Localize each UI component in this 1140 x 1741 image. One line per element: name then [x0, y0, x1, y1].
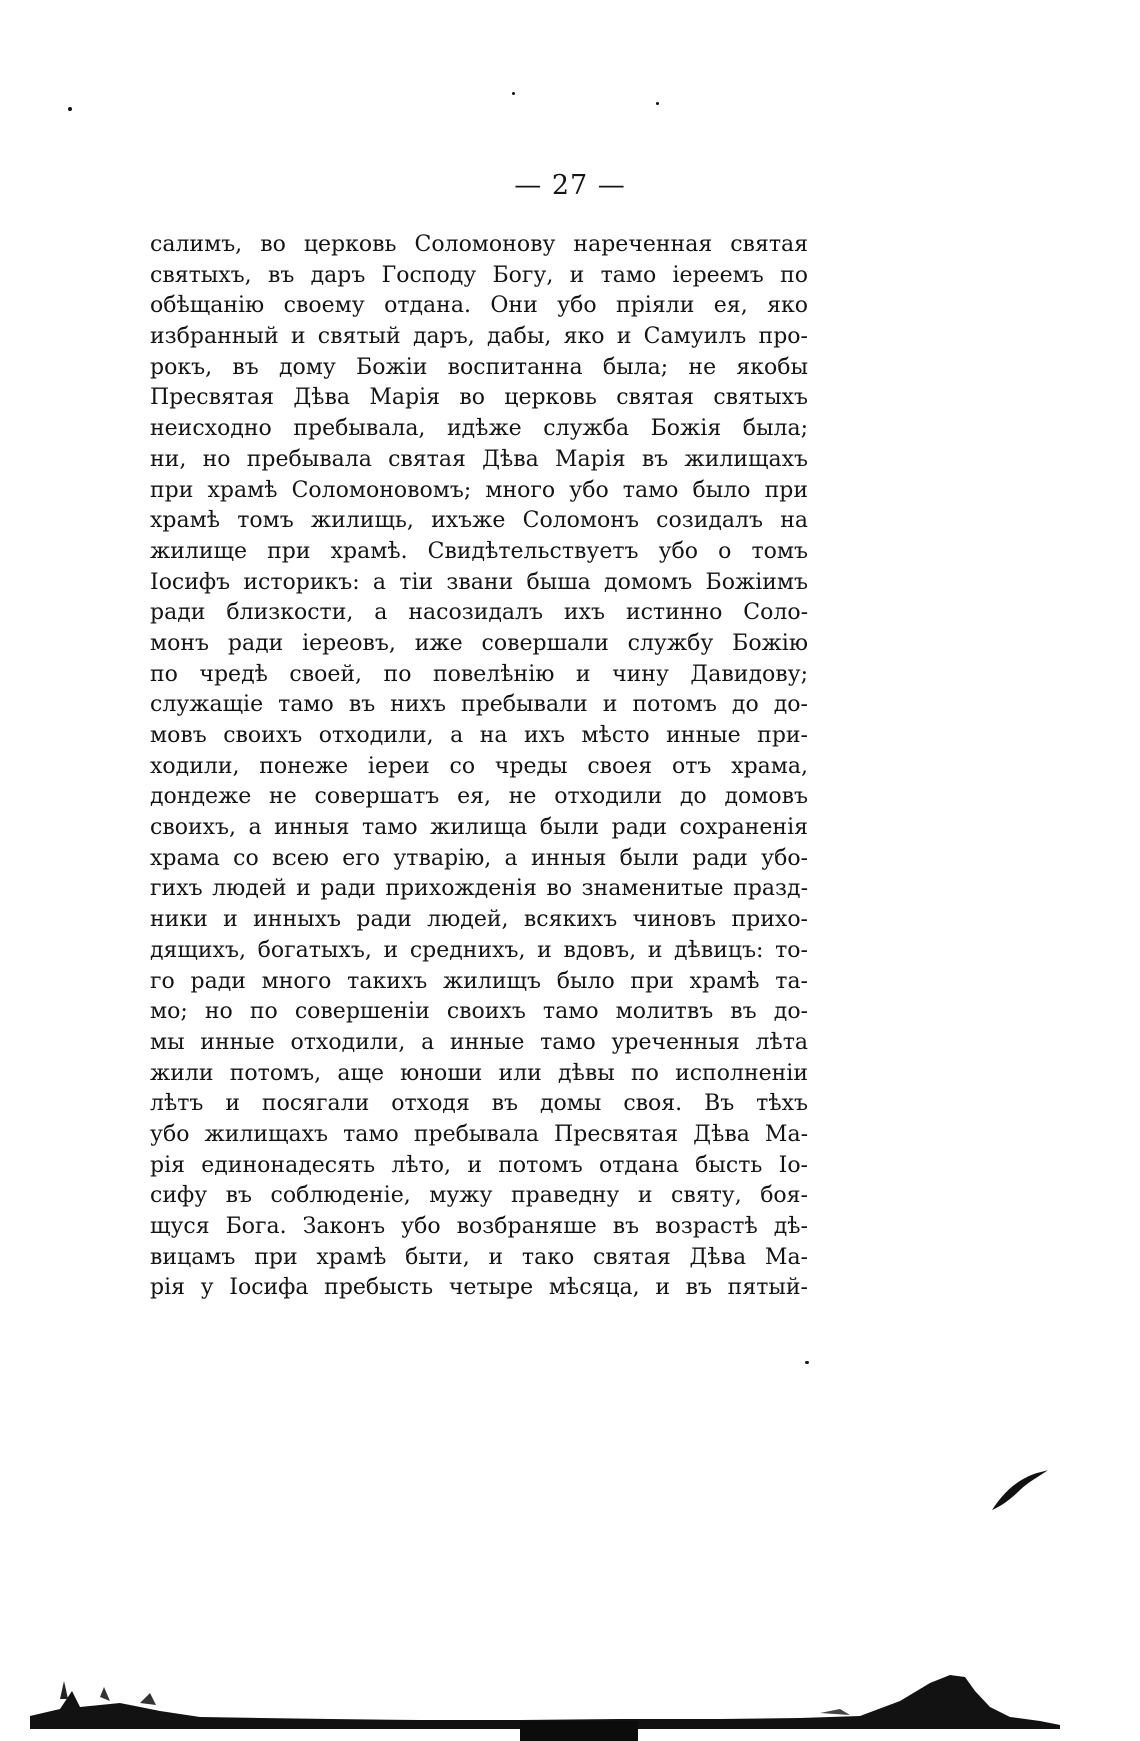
text-line: своихъ, а инныя тамо жилища были ради сохраненiя: [150, 815, 808, 841]
scan-edge: [0, 1621, 1140, 1741]
text-line: ради близкости, а насозидалъ ихъ истинно Соло-: [150, 600, 808, 626]
text-line: щуся Бога. Законъ убо возбраняше въ возрастѣ дѣ-: [150, 1214, 808, 1239]
text-line: обѣщанiю своему отдана. Они убо прiяли ея, яко: [150, 293, 808, 319]
text-line: ходили, понеже iереи со чреды своея отъ храма,: [150, 753, 808, 779]
text-line: го ради много такихъ жилищъ было при храмѣ та-: [150, 968, 808, 994]
text-line: сифу въ соблюденiе, мужу праведну и святу, боя-: [150, 1183, 808, 1209]
text-line: ники и инныхъ ради людей, всякихъ чиновъ прихо-: [150, 907, 808, 933]
text-line: дондеже не совершатъ ея, не отходили до домовъ: [150, 784, 808, 810]
text-line: ни, но пребывала святая Дѣва Марiя въ жилищахъ: [150, 446, 808, 472]
text-line: Пресвятая Дѣва Марiя во церковь святая святыхъ: [150, 385, 808, 411]
text-line: неисходно пребывала, идѣже служба Божiя была;: [150, 416, 808, 442]
text-line: лѣтъ и посягали отходя въ домы своя. Въ тѣхъ: [150, 1091, 808, 1117]
page-number: — 27 —: [514, 170, 626, 201]
text-line: гихъ людей и ради прихожденiя во знаменитые празд-: [150, 876, 808, 902]
text-line: при храмѣ Соломоновомъ; много убо тамо было при: [150, 477, 808, 503]
text-line: дящихъ, богатыхъ, и среднихъ, и вдовъ, и дѣвицъ: то-: [150, 937, 808, 963]
text-line: вицамъ при храмѣ быти, и тако святая Дѣва Ма-: [150, 1244, 808, 1270]
scan-speck: [656, 102, 659, 105]
text-line: мо; но по совершенiи своихъ тамо молитвъ въ до-: [150, 999, 808, 1025]
text-line: по чредѣ своей, по повелѣнiю и чину Давидову;: [150, 661, 808, 687]
body-text: [150, 230, 808, 1304]
text-line: храмѣ томъ жилищь, ихъже Соломонъ созидалъ на: [150, 508, 808, 534]
text-line: избранный и святый даръ, дабы, яко и Самуилъ про-: [150, 324, 808, 350]
text-line: жилище при храмѣ. Свидѣтельствуетъ убо о томъ: [150, 538, 808, 564]
text-line: Iосифъ историкъ: а тiи звани быша домомъ Божiимъ: [150, 569, 808, 595]
scan-smudge: [990, 1468, 1050, 1512]
text-line: мы инные отходили, а инные тамо уреченныя лѣта: [150, 1029, 808, 1055]
text-line: храма со всею его утварiю, а инныя были ради убо-: [150, 845, 808, 871]
text-line: мовъ своихъ отходили, а на ихъ мѣсто инные при-: [150, 723, 808, 748]
text-line: служащiе тамо въ нихъ пребывали и потомъ до до-: [150, 692, 808, 718]
scan-speck: [68, 107, 72, 111]
text-line: салимъ, во церковь Соломонову нареченная святая: [150, 232, 808, 257]
text-line: святыхъ, въ даръ Господу Богу, и тамо iереемъ по: [150, 262, 808, 288]
text-line: убо жилищахъ тамо пребывала Пресвятая Дѣва Ма-: [150, 1121, 808, 1147]
text-line: рокъ, въ дому Божiи воспитанна была; не якобы: [150, 354, 808, 380]
scan-speck: [512, 92, 515, 95]
text-line: жили потомъ, аще юноши или дѣвы по исполненiи: [150, 1060, 808, 1086]
scan-speck: [805, 1361, 809, 1364]
text-line: рiя единонадесять лѣто, и потомъ отдана бысть Iо-: [150, 1152, 808, 1178]
text-line: рiя у Iосифа пребысть четыре мѣсяца, и въ пятый-: [150, 1275, 808, 1301]
text-line: монъ ради iереовъ, иже совершали службу Божiю: [150, 630, 808, 656]
